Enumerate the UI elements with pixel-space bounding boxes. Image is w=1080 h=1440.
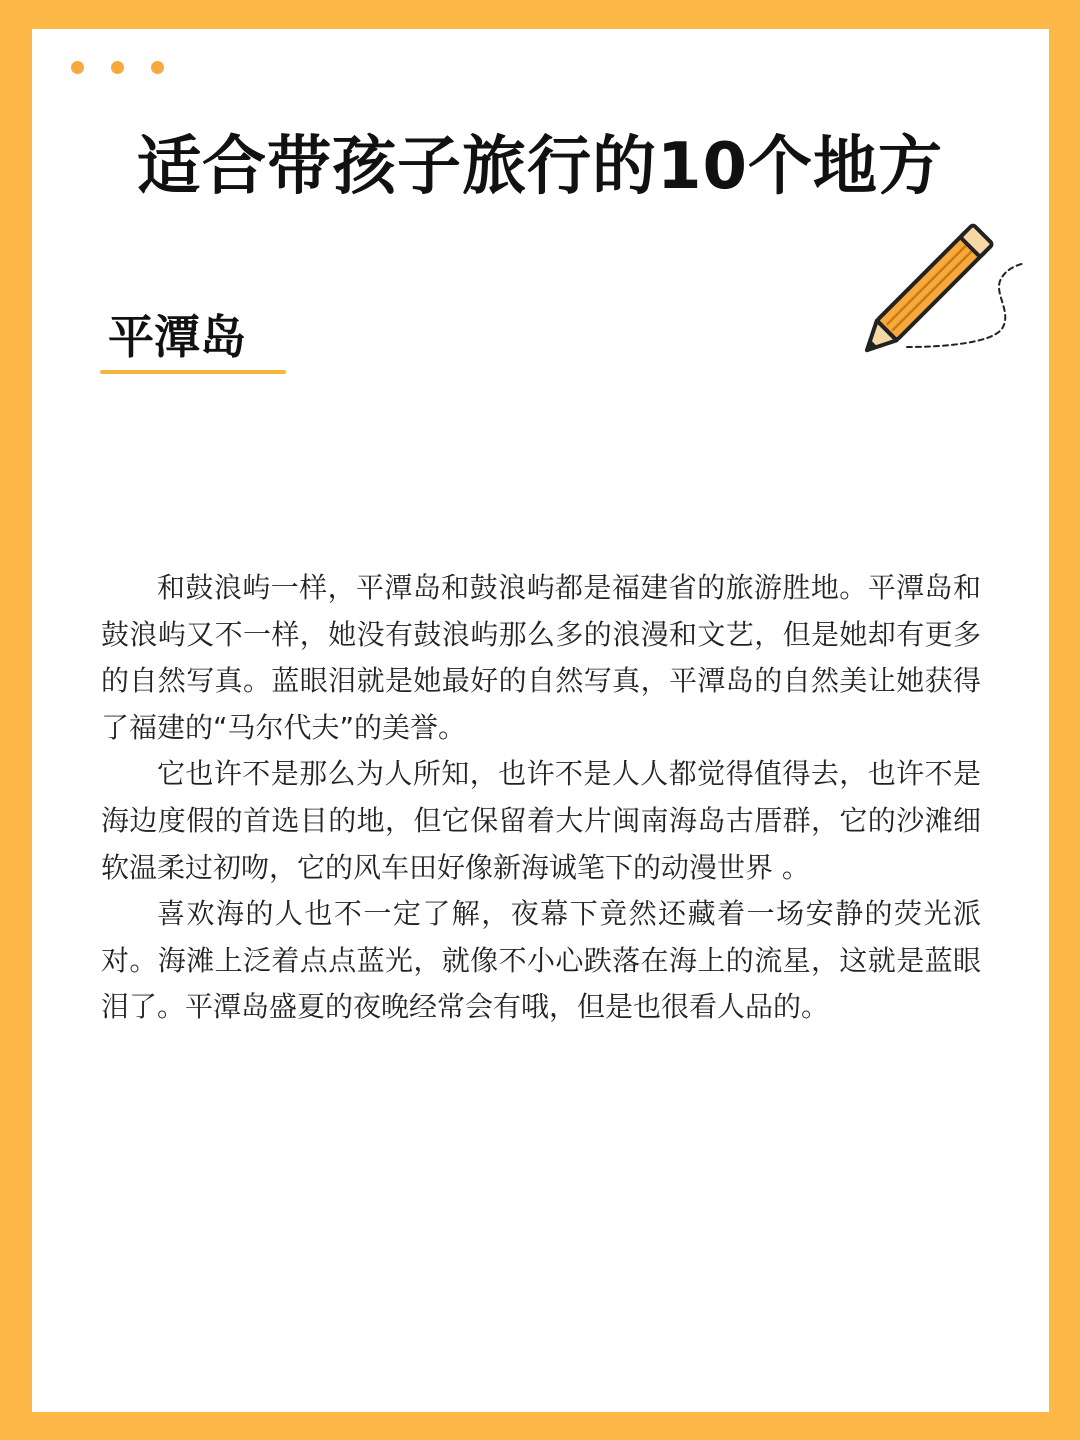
article-body — [101, 565, 981, 1031]
section-heading: 平潭岛 — [108, 310, 246, 364]
page-title: 适合带孩子旅行的10个地方 — [136, 130, 944, 204]
dot-icon — [111, 61, 124, 74]
dot-icon — [71, 61, 84, 74]
window-dots — [71, 61, 164, 74]
paragraph: 它也许不是那么为人所知，也许不是人人都觉得值得去，也许不是海边度假的首选目的地，但它保留着大片闽南海岛古厝群，它的沙滩细软温柔过初吻，它的风车田好像新海诚笔下的动漫世界 。 — [101, 757, 981, 884]
dot-icon — [151, 61, 164, 74]
pencil-icon — [855, 215, 1035, 365]
paragraph: 喜欢海的人也不一定了解，夜幕下竟然还藏着一场安静的荧光派对。海滩上泛着点点蓝光，就像不小心跌落在海上的流星，这就是蓝眼泪了。平潭岛盛夏的夜晚经常会有哦，但是也很看人品的。 — [101, 897, 981, 1024]
section-underline — [100, 370, 286, 374]
paragraph: 和鼓浪屿一样，平潭岛和鼓浪屿都是福建省的旅游胜地。平潭岛和鼓浪屿又不一样，她没有鼓浪屿那么多的浪漫和文艺，但是她却有更多的自然写真。蓝眼泪就是她最好的自然写真，平潭岛的自然美让她获得了福建的“马尔代夫”的美誉。 — [101, 571, 981, 744]
